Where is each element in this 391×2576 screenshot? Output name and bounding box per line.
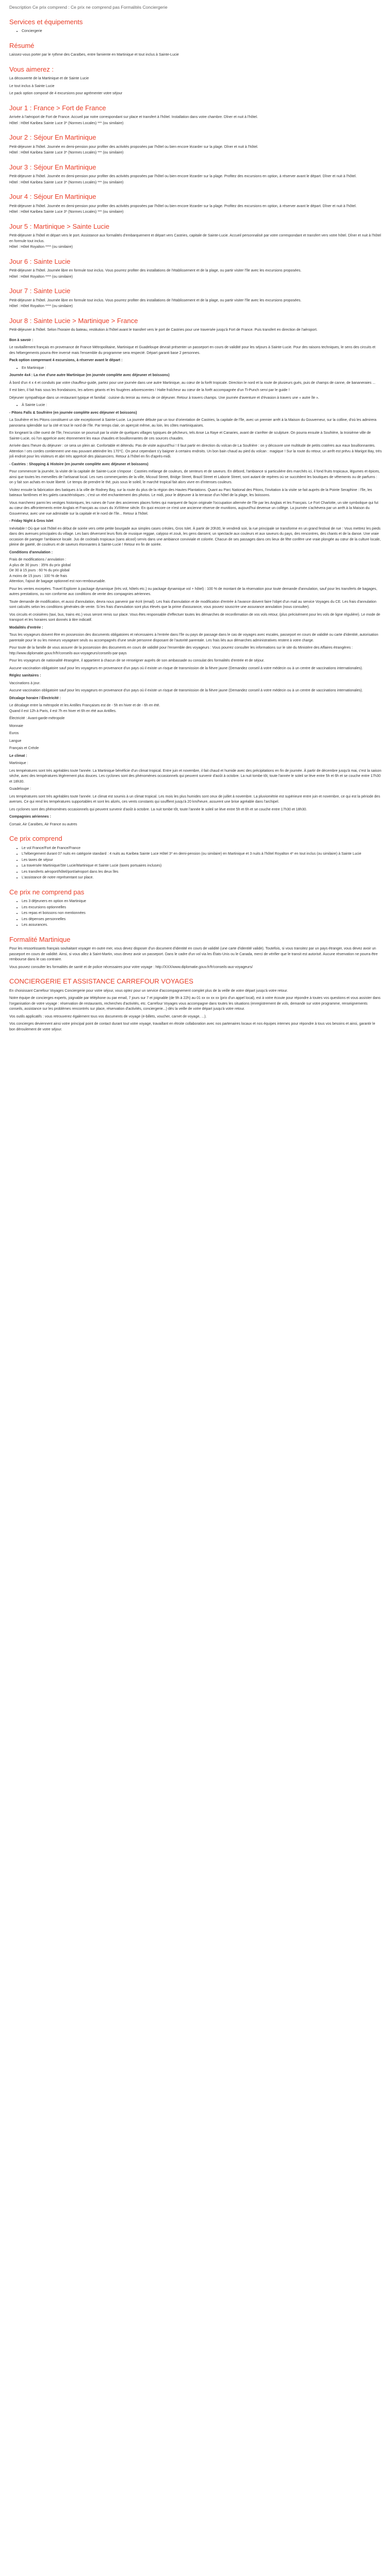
excursion-para: Pour les voyageurs de nationalité étrangère, il appartient à chacun de se renseigner auprès de son ambassade ou consulat des formalités d'entrée et de séjour. xyxy=(9,659,265,663)
pack-item: • À Sainte Lucie : xyxy=(22,403,382,409)
excursion-para: Pour commencer la journée, la visite de la capitale de Sainte-Lucie s'impose : Castries mélange de couleurs, de senteurs et de saveurs. En débord, l'ambiance si particulière des marchés ici, il fond fruits tropicaux, légumes et épices, ainsi que toutes les merveilles de l'artisanat local. Les rues commerçantes de la ville, Micoud Street, Bridge Street, Brazil Street et Laborie Street, sont autant de repères où se succèdent les boutiques de vêtements ou de parfums : on y fait son achats en toute liberté. Le temps de prendre le thé, puis sous le soleil, le marché tropical fait alors vivre en d'intenses couleurs. xyxy=(9,470,380,485)
pack-list-2 xyxy=(9,403,382,409)
excursion-para: À bord d'un 4 x 4 et conduits par votre chauffeur-guide, partez pour une journée dans une autre Martinique, au cœur de la forêt tropicale. Direction le nord et la route de plusieurs gués, puis de champs de canne, de bananeraies ... xyxy=(9,381,376,385)
day-line: Petit-déjeuner à l'hôtel. Journée libre en formule tout inclus. Vous pourrez profiter des installations de l'établissement et de la plage, ou partir visiter l'île avec les excursions proposées. xyxy=(9,269,302,273)
conciergerie-title: CONCIERGERIE ET ASSISTANCE CARREFOUR VOYAGES xyxy=(9,977,193,986)
day-hotel: Hôtel : Hôtel Karibea Sainte Luce 3* (Normes Locales) *** (ou similaire) xyxy=(9,121,124,125)
excursion-para: Monnaie xyxy=(9,724,23,728)
vous-aimerez-item: Le tout inclus à Sainte Lucie xyxy=(9,84,55,88)
prix-comprend-item: • Le vol France/Fort de France/France xyxy=(22,846,382,852)
prix-ne-comprend-item: • Les repas et boissons non mentionnées xyxy=(22,911,382,917)
day-title: Jour 6 : Sainte Lucie xyxy=(9,257,71,265)
day-title: Jour 3 : Séjour En Martinique xyxy=(9,163,96,171)
day-7 xyxy=(9,286,382,310)
formalite-para: Vous pouvez consulter les formalités de santé et de police nécessaires pour votre voyage : http://XXX/www.diplomatie.gouv.fr/fr/conseils-aux-voyageurs/ xyxy=(9,965,253,969)
excursion-para: Euros xyxy=(9,732,19,736)
excursion-para: Compagnies aériennes : xyxy=(9,815,51,819)
day-line: Petit-déjeuner à l'hôtel. Journée en demi-pension pour profiter des activités proposées par l'hôtel ou bien encore lézarder sur la plage. Dîner et nuit à l'hôtel. xyxy=(9,145,258,149)
day-2 xyxy=(9,132,382,156)
day-title: Jour 4 : Séjour En Martinique xyxy=(9,193,96,201)
excursion-para: Réglez sanitaires : xyxy=(9,674,41,678)
prix-comprend-item: • Les transferts aéroport/hôtel/port/aéroport dans les deux îles xyxy=(22,870,382,875)
day-title: Jour 8 : Sainte Lucie > Martinique > France xyxy=(9,316,138,325)
day-title: Jour 7 : Sainte Lucie xyxy=(9,287,71,295)
excursion-para: Le climat : xyxy=(9,754,27,758)
prix-ne-comprend-item: • Les dépenses personnelles xyxy=(22,917,382,923)
conciergerie-para: Vos outils applicatifs : vous retrouverez également tous vos documents de voyage (e-billets, voucher, carnet de voyage, ...). xyxy=(9,1014,207,1019)
bon-a-savoir-title: Bon à savoir : xyxy=(9,338,34,342)
day-line: Petit-déjeuner à l'hôtel. Journée libre en formule tout inclus. Vous pourrez profiter des installations de l'établissement et de la plage, ou partir visiter l'île avec les excursions proposées. xyxy=(9,298,302,302)
day-3 xyxy=(9,162,382,186)
services-title: Services et équipements xyxy=(9,18,83,26)
excursion-para: Électricité : Avant-garde-métropole xyxy=(9,717,65,721)
excursion-para: Français et Créole xyxy=(9,747,39,751)
excursion-para: Pour toute de la famille de vous assurer de la possession des documents en cours de validité pour l'ensemble des voyageurs : Vous pourrez consulter les informations sur le site du Ministère des Affaires étrangères : http://www.diplomatie.gouv.fr/fr/conseils-aux-voyageurs/conseils-par-pays xyxy=(9,646,353,655)
excursion-para: Visitez ensuite la fabrication des batiques à la ville de Rodney Bay, sur la route du plus de la région des Hautes Plantations. Quant au Parc National des Pitons, l'invitation à la visite se fait auprès de la Pointe Seraphine : l'île, les bateaux fantômes et les galets caractéristiques ; c'est un réel enchantement des photos. Le midi, pour le déjeuner à la terrasse d'un hôtel de la plage, les boissons. xyxy=(9,488,372,498)
day-hotel: Hôtel : Hôtel Karibea Sainte Luce 3* (Normes Locales) *** (ou similaire) xyxy=(9,151,124,155)
day-1 xyxy=(9,103,382,127)
excursion-para: Inévitable ! Où que soit l'hôtel en début de soirée vers cette petite bourgade aux simples cases créoles, Gros Islet. À partir de 20h30, le vendredi soir, la rue principale se transforme en un grand festival de rue : Vous mettrez les pieds dans des avenues principales du village. Les bars déversent leurs flots de musique reggae, calypso et zouk, les gens dansent, un spectacle aux couleurs et aux saveurs du pays, des rencontres, des chants et de la danse. Une vraie occasion de partager l'ambiance locale. Jus de cocktails tropicaux (sans alcool) servis dans une ambiance conviviale et colorée. Chacun de ses passages dans ces lieux de fête confère une vraie plongée au cœur de la culture locale, pleine de gaieté, de couleurs et de saveurs étonnantes à Sainte-Lucie ! Retour en fin de soirée. xyxy=(9,527,381,547)
day-line: Petit-déjeuner à l'hôtel. Journée en demi-pension pour profiter des activités proposées par l'hôtel ou bien encore lézarder sur la plage. Profitez des excursions en option, à réserver avant le départ. Dîner et nuit à l'hôtel. xyxy=(9,175,357,179)
resume-text: Laissez-vous porter par le rythme des Caraïbes, entre farniente en Martinique et tout inclus à Sainte-Lucie xyxy=(9,53,179,57)
prix-ne-comprend-item: • Les assurances. xyxy=(22,923,382,928)
day-line: Petit-déjeuner à l'hôtel. Journée en demi-pension pour profiter des activités proposées par l'hôtel ou bien encore lézarder sur la plage. Profitez des excursions en option, à réserver avant le départ. Dîner et nuit à l'hôtel. xyxy=(9,204,357,208)
pack-item: • En Martinique : xyxy=(22,366,382,371)
excursion-para: Toute demande de modification, et aussi d'annulation, devra nous parvenir par écrit (email). Les frais d'annulation et de modification d'entrée à l'avance doivent faire l'objet d'un mail au service Voyages du CE. Les frais d'annulation sont calculés selon les conditions générales de vente. Si les frais d'annulation sont plus élevés que la prime d'assurance, vous pouvez souscrire une assurance annulation (nous consulter). xyxy=(9,600,377,609)
excursion-para: Pour les ventes excepées. Travel Explorer à package dynamique (très vol, hôtels etc.) ou package dynamique vol + hôtel) : 100 % de montant de la réservation pour toute demande d'annulation, sauf pour les transferts de bagages, autres prestations, ou non conforme aux conditions de vente des compagnies aériennes. xyxy=(9,587,378,597)
excursion-para: - Friday Night à Gros Islet xyxy=(9,519,54,523)
day-hotel: Hôtel : Hôtel Karibea Sainte Luce 3* (Normes Locales) *** (ou similaire) xyxy=(9,210,124,214)
day-title: Jour 5 : Martinique > Sainte Lucie xyxy=(9,222,110,230)
day-title: Jour 2 : Séjour En Martinique xyxy=(9,133,96,142)
prix-comprend-item: • L'assistance de notre représentant sur place. xyxy=(22,875,382,881)
day-line: Petit-déjeuner à l'hôtel. Selon l'horaire du bateau, restitution à l'hôtel avant le transfert vers le port de Castries pour une traversée jusqu'à Fort de France. Puis transfert en direction de l'aéroport. xyxy=(9,328,318,332)
day-hotel: Hôtel : Hôtel Royalton **** (ou similaire) xyxy=(9,245,73,249)
excursion-para: Langue xyxy=(9,739,22,743)
pack-list xyxy=(9,366,382,371)
bon-para: Le ravitaillement français en provenance de France Métropolitaine, Martinique et Guadeloupe devrait présenter un passeport en cours de validité pour les séjours à Sainte-Lucie. Pour des raisons techniques, le sens des circuits et des hébergements pourra être inversé mais l'ensemble du programme sera respecté. Départ garanti base 2 personnes. xyxy=(9,346,376,355)
excursion-para: La Soufrière et les Pitons constituent un site exceptionnel à Sainte-Lucie. La journée débute par un tour d'orientation de Castries, la capitale de l'île, avec un premier arrêt à la Maison du Gouverneur, sur la colline, d'où les admirera panorama splendide sur la cité et tout le nord de l'île. Par temps clair, on aperçoit même, au loin, les côtes martiniquaises. xyxy=(9,418,377,428)
prix-ne-comprend-item: • Les excursions optionnelles xyxy=(22,905,382,911)
conciergerie-para: Notre équipe de concierges experts, joignable par téléphone ou par email, 7 jours sur 7 et joignable (de 9h à 22h) au 01 xx xx xx xx (prix d'un appel local), est à votre écoute pour répondre à toutes vos questions et vous assister dans l'organisation de votre voyage : réservation de restaurants, recherches d'activités, etc. Carrefour Voyages vous accompagne dans toutes les situations (enregistrement de vols, demande sur votre programme, renseignements conseils, assistance sur les problèmes rencontrés sur place, réservation d'activités, conciergerie...) dès la veille de votre départ jusqu'à votre retour. xyxy=(9,996,381,1011)
services-item: • Conciergerie xyxy=(22,29,382,35)
services-list xyxy=(9,29,382,35)
day-hotel: Hôtel : Hôtel Karibea Sainte Luce 3* (Normes Locales) *** (ou similaire) xyxy=(9,180,124,184)
excursion-para: Guadeloupe : xyxy=(9,787,31,791)
day-line: Petit-déjeuner à l'hôtel et départ vers le port. Assistance aux formalités d'embarquement et départ vers Castries, capitale de Sainte-Lucie. Accueil personnalisé par votre correspondant et transfert vers votre hôtel. Dîner et nuit à l'hôtel en formule tout inclus. xyxy=(9,234,381,243)
intro-line: Description Ce prix comprend : Ce prix ne comprend pas Formalités Conciergerie xyxy=(9,5,168,10)
prix-ne-comprend-title: Ce prix ne comprend pas xyxy=(9,888,85,896)
excursion-para: Le décalage entre la métropole et les Antilles Françaises est de - 5h en hiver et de - 6h en été. Quand il est 12h à Paris, il est 7h en hiver et 6h en été aux Antilles. xyxy=(9,704,160,713)
excursions-section xyxy=(9,411,382,828)
day-5 xyxy=(9,222,382,250)
prix-comprend-item: • La traversée Martinique/Ste Lucie/Martinique et Sainte Lucie (taxes portuaires incluses) xyxy=(22,863,382,869)
excursion-para: Corsair, Air Caraïbes, Air France ou autres xyxy=(9,822,77,826)
excursion-para: Arrivée dans l'heure du déjeuner : ce sera un plein air. Confortable et détendu. Pas de visite aujourd'hui ! Il faut partir en direction du volcan de La Soufrière : on y découvre une multitude de petits cratères aux eaux bouillonnantes. Attention ! ces cordes contiennent une eau pouvant atteindre les 170°C. On peut cependant s'y baigner à certains endroits. Un bon bain chaud au pied du volcan : magique ! Sur la route du retour, un arrêt est prévu à Marigot Bay, trés joli endroit pour les visiteurs et abri très apprécié des plaisanciers. Retour à l'hôtel en fin d'après-midi. xyxy=(9,444,382,459)
excursion-para: Il est bien, il fait frais sous les frondaisons, les arbres géants et les fougères arborescentes ! Halte fraîcheur au cœur de la forêt accompagnée d'un Ti-Punch servi par le guide ! xyxy=(9,388,290,393)
conciergerie-para: En choisissant Carrefour Voyages Conciergerie pour votre séjour, vous optez pour un service d'accompagnement complet plus de la veille de votre départ jusqu'à votre retour. xyxy=(9,989,288,993)
excursion-para: Conditions d'annulation : xyxy=(9,550,53,554)
day-4 xyxy=(9,192,382,215)
day-hotel: Hôtel : Hôtel Royalton **** (ou similaire) xyxy=(9,275,73,279)
excursion-para: Les cyclones sont des phénomènes occasionnels qui peuvent survenir d'août à octobre. La nuit tombe tôt, toute l'année le soleil se lève entre 5h et 6h et se couche entre 17h30 et 18h30. xyxy=(9,807,307,811)
day-title: Jour 1 : France > Fort de France xyxy=(9,104,106,112)
page xyxy=(0,0,391,1040)
excursion-para: - Castries : Shopping & Histoire (en journée complète avec déjeuner et boissons) xyxy=(9,462,149,466)
vous-aimerez-item: La découverte de la Martinique et de Sainte Lucie xyxy=(9,77,89,81)
excursion-para: Vous marcherez parmi les vestiges historiques, les ruines de l'une des anciennes places fortes qui marquent de façon originale l'occupation alternée de l'île par les Anglais et les Français. Le Fort Charlotte, un site symbolique qui fut au cœur des affrontements entre Anglais et Français au cours du XVIIIème siècle. En quoi encore ce n'est une ancienne réserve de munitions, aujourd'hui devenue un collège. La journée s'achèvera par un arrêt à la Maison du Gouverneur, avec une vue admirable sur la capitale et le nord de l'île... Retour à l'hôtel. xyxy=(9,501,379,516)
excursion-para: Frais de modifications / annulation : A plus de 30 jours : 35% du prix global De 30 à 15 jours : 60 % du prix global A moins de 15 jours : 100 % de frais Attention, l'ajout de bagage optionnel est non-remboursable. xyxy=(9,558,106,584)
excursion-para: Aucune vaccination obligatoire sauf pour les voyageurs en provenance d'un pays où il existe un risque de transmission de la fièvre jaune (Demandez conseil à votre médecin ou à un centre de vaccinations internationales). xyxy=(9,689,363,693)
excursion-para: Martinique : xyxy=(9,761,28,766)
excursion-para: Tous les voyageurs doivent être en possession des documents obligatoires et nécessaires à l'entrée dans l'île ou pays de passage dans le cas de voyages avec escales, passeport en cours de validité ou carte d'identité, autorisation parentale pour le ou les mineurs voyageant seuls ou accompagnés d'une seule personne disposant de l'autorité parentale. Les frais liés aux démarches administratives restent à votre charge. xyxy=(9,633,379,642)
vous-aimerez-item: Le pack option composé de 4 excursions pour agrémenter votre séjour xyxy=(9,92,123,96)
excursion-para: Déjeuner sympathique dans un restaurant typique et familial : cuisine du terroir au menu de ce déjeuner. Retour à travers champs. Une journée d'aventure et d'évasion à travers une « autre île ». xyxy=(9,396,319,400)
formalite-para: Pour les ressortissants français souhaitant voyager en outre mer, vous devez disposer d'un document d'identité en cours de validité (une carte d'identité valide). Toutefois, si vous transitez par un pays étranger, vous devez avoir un passeport en cours de validité. Ainsi, si vous allez à Saint-Martin, vous devez avoir un passeport. Dans le cadre d'un vol via les États-Unis ou le Canada, merci de vérifier que le transit est autorisé. Aucune réservation ne pourra être rembourse dans le cas contraire. xyxy=(9,947,378,962)
day-hotel: Hôtel : Hôtel Royalton **** (ou similaire) xyxy=(9,304,73,309)
day-line: Arrivée à l'aéroport de Fort de France. Accueil par notre correspondant sur place et transfert à l'hôtel. Installation dans votre chambre. Dîner et nuit à l'hôtel. xyxy=(9,115,258,120)
day-6 xyxy=(9,257,382,280)
excursion-para: - Pitons Falls & Soufrière (en journée complète avec déjeuner et boissons) xyxy=(9,411,137,415)
prix-comprend-item: • L'hébergement durant 07 nuits en catégorie standard : 4 nuits au Karibea Sainte Luce Hôtel 3* en demi-pension (ou similaire) en Martinique et 3 nuits à l'hôtel Royalton 4* en tout inclus (ou similaire) à Sainte Lucie xyxy=(22,852,382,857)
conciergerie-para: Vos concierges deviennent ainsi votre principal point de contact durant tout votre voyage, travaillant en étroite collaboration avec nos partenaires locaux et nos équipes internes pour répondre à tous vos besoins et ainsi, garantir le bon déroulement de votre séjour. xyxy=(9,1022,376,1031)
excursion-para: Modalités d'entrée : xyxy=(9,625,43,630)
excursion-para: Aucune vaccination obligatoire sauf pour les voyageurs en provenance d'un pays où il existe un risque de transmission de la fièvre jaune (Demandez conseil à votre médecin ou à un centre de vaccinations internationales). xyxy=(9,666,363,670)
excursion-para: Vaccinations à jour. xyxy=(9,681,41,685)
prix-comprend-item: • Les taxes de séjour xyxy=(22,858,382,863)
day-8 xyxy=(9,316,382,333)
prix-ne-comprend-item: • Les 3 déjeuners en option en Martinique xyxy=(22,899,382,905)
bon-para: Pack option comprenant 4 excursions, à réserver avant le départ : xyxy=(9,359,123,363)
excursion-para: En longeant la côte ouest de l'île, l'excursion se poursuit par la visite de quelques villages typiques de pêcheurs, tels Anse La Raye et Canaries, avant de s'arrêter de sculpture. On pourra ensuite à Soufrière, la troisième ville de Sainte-Lucie, où l'on apprécie avec étonnement les eaux chaudes et bouillonnantes de ces sources chaudes. xyxy=(9,431,371,440)
excursion-para: Vos circuits et croisières (taxi, bus, trains etc.) vous seront remis sur place. Vous êtes responsable d'effectuer toutes les démarches de reconfirmation de vos vols retour, (plus précisément pour les vols de ligne régulière). Le mode de transport et les horaires sont donnés à titre indicatif. xyxy=(9,613,381,622)
excursion-para: Les températures sont très agréables toute l'année. La Martinique bénéficie d'un climat tropical. Entre juin et novembre, il fait chaud et humide avec des précipitations en fin de journée. À partir de décembre jusqu'à mai, c'est la saison sèche, avec des températures légèrement plus douces. Les cyclones sont des phénomènes occasionnels qui peuvent survenir d'août à octobre. La nuit tombe tôt, toute l'année le soleil se lève entre 5h et 6h et se couche entre 17h30 et 18h30. xyxy=(9,769,382,784)
excursion-para: Les températures sont très agréables toute l'année. Le climat est soumis à un climat tropical. Les mois les plus humides sont ceux de juillet à novembre. La pluviométrie est supérieure entre juin et novembre, ce qui est la période des averses. Ce qui rend les températures supportables et sont les alizés, ces vents constants qui soufflent jusqu'à 20 km/heure, assurent une brise agréable dans l'archipel. xyxy=(9,794,380,804)
resume-title: Résumé xyxy=(9,41,35,49)
prix-comprend-list xyxy=(9,846,382,881)
formalite-title: Formalité Martinique xyxy=(9,935,71,943)
prix-ne-comprend-list xyxy=(9,899,382,928)
prix-comprend-title: Ce prix comprend xyxy=(9,835,62,843)
excursion-para: Journée 4x4 : La rive d'une autre Martinique (en journée complète avec déjeuner et boissons) xyxy=(9,374,170,378)
vous-aimerez-title: Vous aimerez : xyxy=(9,65,54,73)
excursion-para: Décalage horaire / Électricité : xyxy=(9,696,61,700)
